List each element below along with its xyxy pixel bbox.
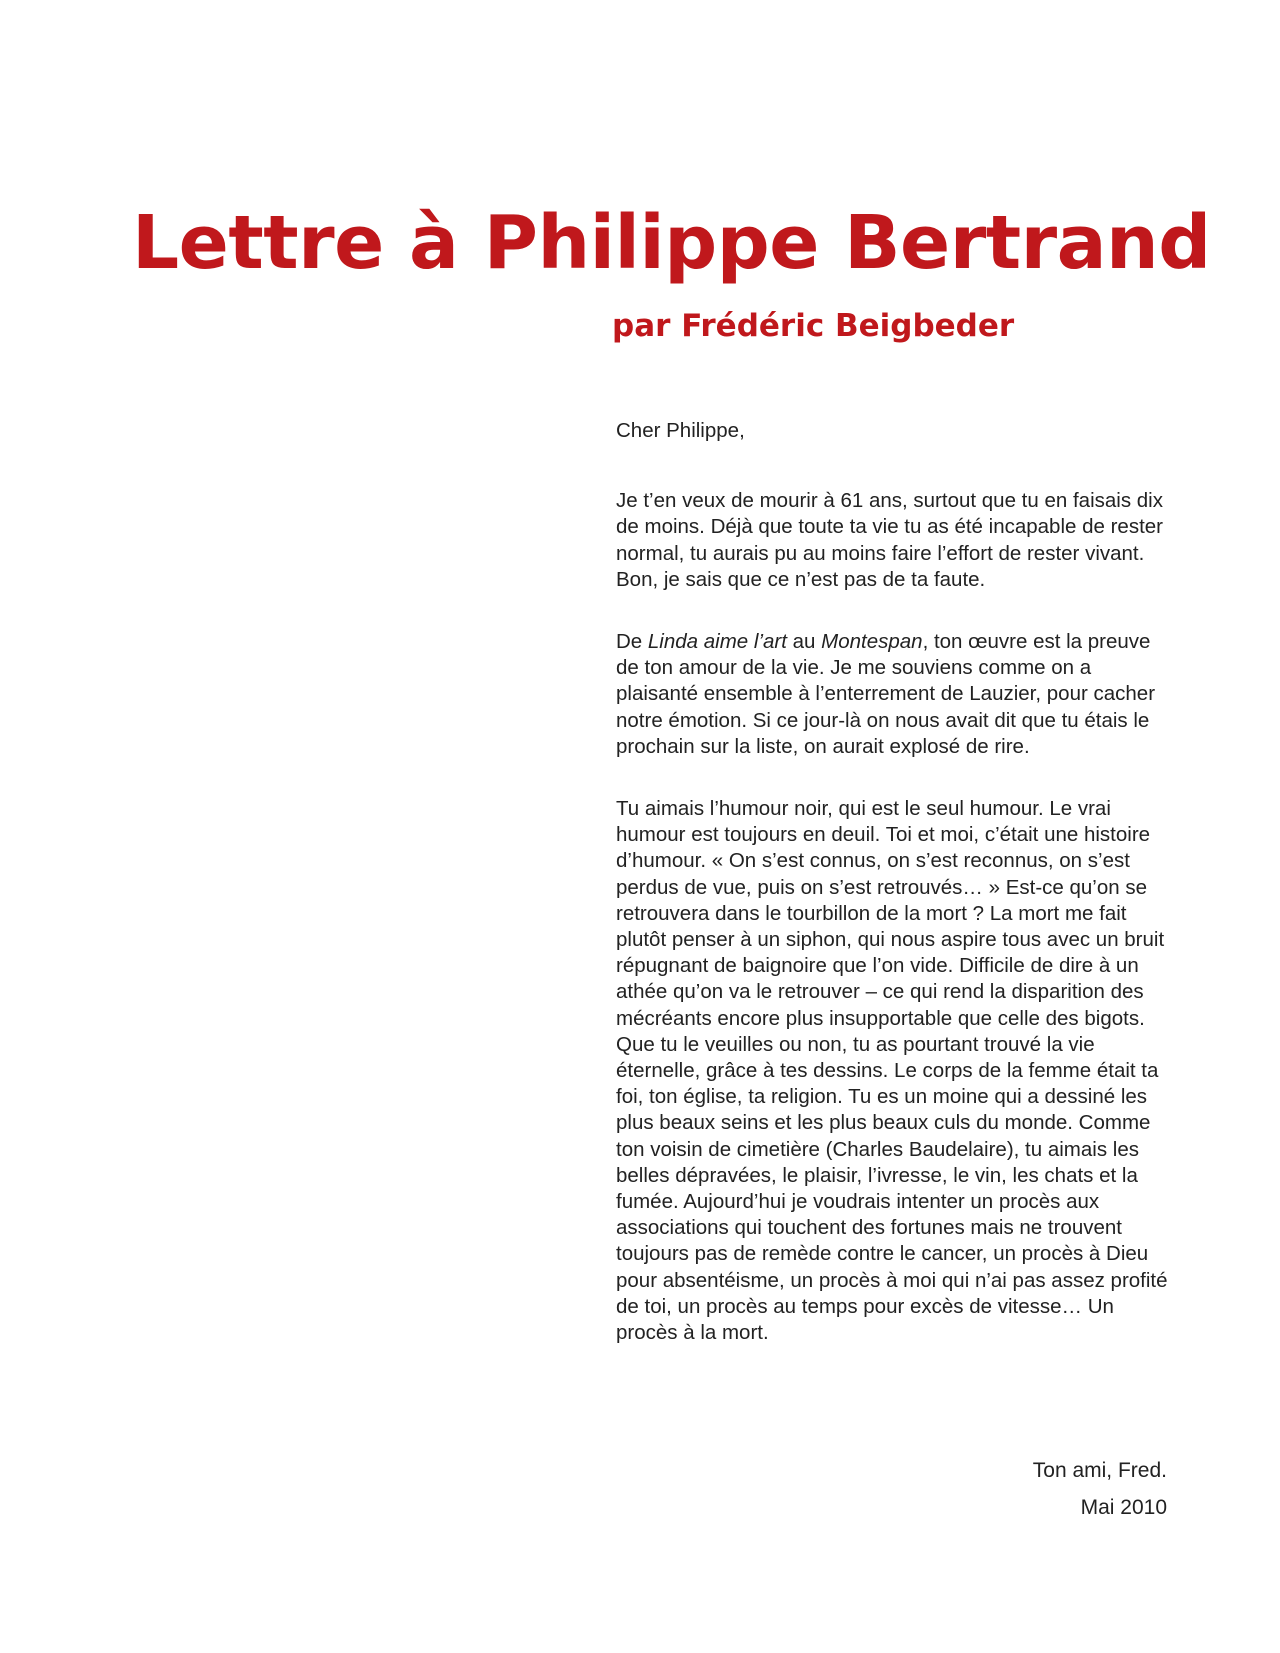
paragraph-2 — [616, 629, 1176, 760]
letter-date: Mai 2010 — [1080, 1496, 1167, 1519]
paragraph-1: Je t’en veux de mourir à 61 ans, surtout que tu en faisais dix de moins. Déjà que toute ta vie tu as été incapable de rester normal, tu aurais pu au moins faire l’effort de rester vivant. Bon, je sais que ce n’est pas de ta faute. — [616, 489, 1164, 591]
signoff — [1033, 1452, 1167, 1526]
signature: Ton ami, Fred. — [1032, 1459, 1167, 1482]
paragraph-3: Tu aimais l’humour noir, qui est le seul humour. Le vrai humour est toujours en deuil. Toi et moi, c’était une histoire d’humour. « On s’est connus, on s’est reconnus, on s’est perdus de vue, puis on s’est retrouvés… » Est-ce qu’on se retrouvera dans le tourbillon de la mort ? La mort me fait plutôt penser à un siphon, qui nous aspire tous avec un bruit répugnant de baignoire que l’on vide. Difficile de dire à un athée qu’on va le retrouver – ce qui rend la disparition des mécréants encore plus insupportable que celle des bigots. Que tu le veuilles ou non, tu as pourtant trouvé la vie éternelle, grâce à tes dessins. Le corps de la femme était ta foi, ton église, ta religion. Tu es un moine qui a dessiné les plus beaux seins et les plus beaux culs du monde. Comme ton voisin de cimetière (Charles Baudelaire), tu aimais les belles dépravées, le plaisir, l’ivresse, le vin, les chats et la fumée. Aujourd’hui je voudrais intenter un procès aux associations qui touchent des fortunes mais ne trouvent toujours pas de remède contre le cancer, un procès à Dieu pour absentéisme, un procès à moi qui n’ai pas assez profité de toi, un procès au temps pour excès de vitesse… Un procès à la mort. — [616, 797, 1168, 1345]
author-byline: par Frédéric Beigbeder — [612, 308, 1015, 344]
work-title-montespan: Montespan — [821, 630, 923, 654]
paragraph-2-text: , ton œuvre est la preuve de ton amour de la vie. Je me souviens comme on a plaisanté ensemble à l’enterrement de Lauzier, pour cacher notre émotion. Si ce jour-là on nous avait dit que tu étais le prochain sur la liste, on aurait explosé de rire. — [616, 630, 1156, 758]
salutation: Cher Philippe, — [616, 419, 745, 442]
work-title-linda: Linda aime l’art — [647, 630, 787, 654]
letter-body — [616, 418, 1176, 1346]
paragraph-2-text: De — [616, 630, 648, 654]
paragraph-2-text: au — [786, 630, 822, 654]
letter-title: Lettre à Philippe Bertrand — [132, 200, 1211, 286]
